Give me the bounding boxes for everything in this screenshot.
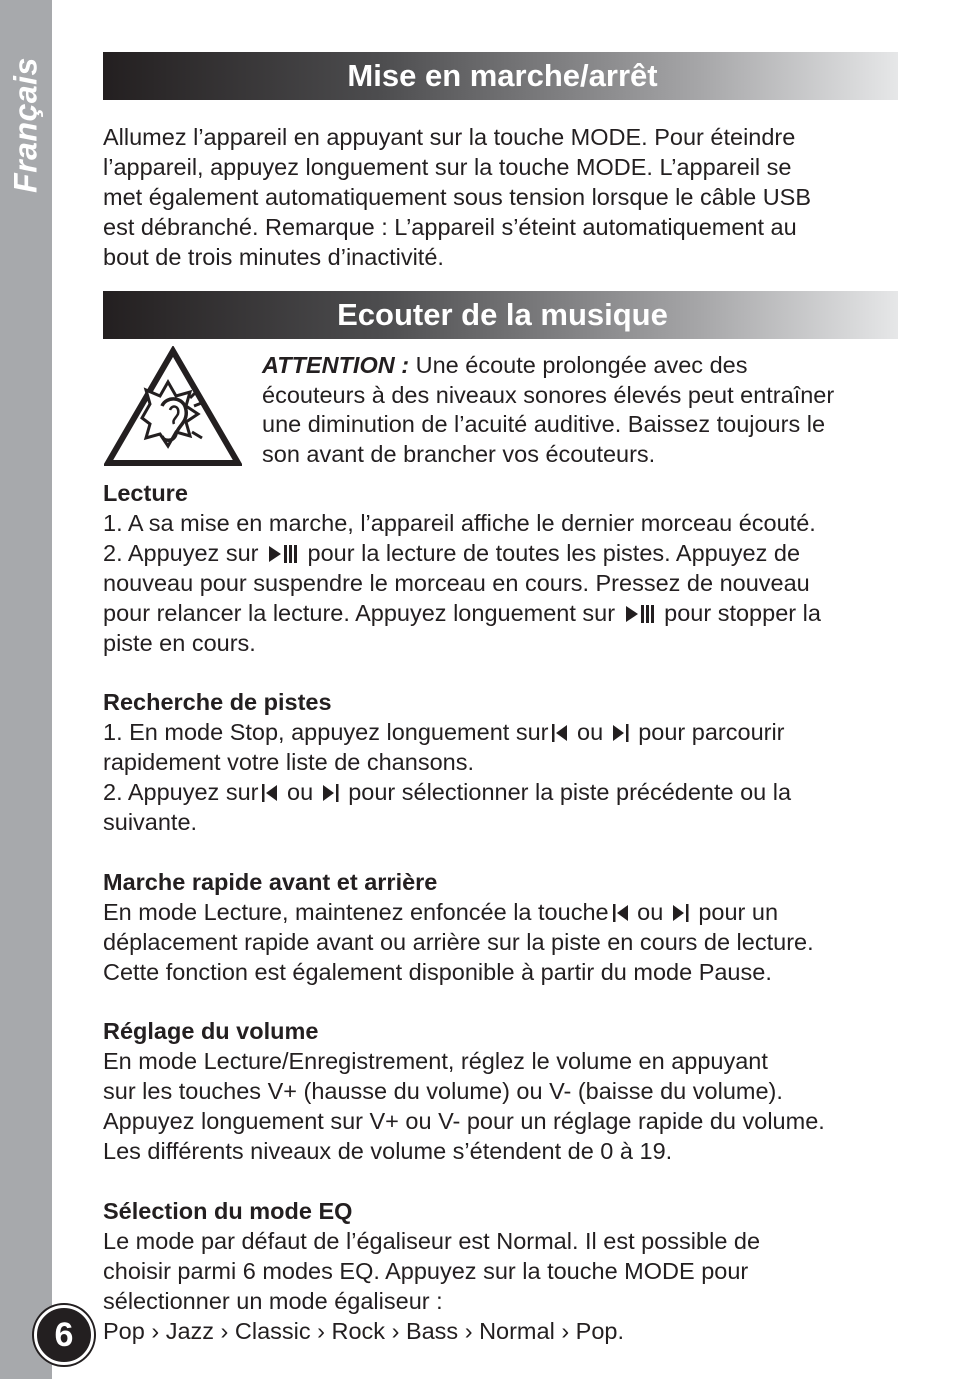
text-line: met également automatiquement sous tension lorsque le câble USB [103, 184, 812, 210]
text-line: bout de trois minutes d’inactivité. [103, 244, 444, 270]
text-line: sélectionner un mode égaliseur : [103, 1288, 443, 1314]
recherche-block [103, 687, 903, 837]
text-fragment: ou [630, 899, 670, 925]
text-fragment: ou [280, 779, 320, 805]
text-fragment: pour parcourir [631, 719, 785, 745]
text-line-with-icon [103, 777, 903, 807]
section-title-power [103, 52, 898, 100]
play-pause-icon [265, 543, 301, 565]
text-line: l’appareil, appuyez longuement sur la touche MODE. L’appareil se [103, 154, 792, 180]
text-fragment: 2. Appuyez sur [103, 779, 259, 805]
previous-track-icon [548, 722, 570, 744]
text-line: En mode Lecture/Enregistrement, réglez le volume en appuyant [103, 1048, 768, 1074]
text-line: écouteurs à des niveaux sonores élevés peut entraîner [262, 381, 835, 408]
warning-paragraph [262, 351, 902, 469]
text-line: Le mode par défaut de l’égaliseur est Normal. Il est possible de [103, 1228, 761, 1254]
language-label: Français [7, 57, 44, 193]
text-fragment: Une écoute prolongée avec des [409, 352, 748, 378]
section-title-power-text: Mise en marche/arrêt [347, 58, 658, 93]
text-line: Les différents niveaux de volume s’étendent de 0 à 19. [103, 1138, 673, 1164]
text-fragment: pour un [691, 899, 779, 925]
section-title-music [103, 291, 898, 339]
text-line: choisir parmi 6 modes EQ. Appuyez sur la touche MODE pour [103, 1258, 749, 1284]
text-fragment: 1. En mode Stop, appuyez longuement sur [103, 719, 549, 745]
previous-track-icon [258, 782, 280, 804]
text-line: nouveau pour suspendre le morceau en cours. Pressez de nouveau [103, 570, 810, 596]
text-line: Appuyez longuement sur V+ ou V- pour un réglage rapide du volume. [103, 1108, 825, 1134]
text-line-with-icon [103, 538, 903, 568]
text-line-with-icon [103, 897, 903, 927]
lecture-heading: Lecture [103, 480, 188, 506]
eq-block [103, 1196, 903, 1346]
text-line: piste en cours. [103, 630, 256, 656]
text-line: son avant de brancher vos écouteurs. [262, 440, 656, 467]
page-number: 6 [34, 1305, 94, 1365]
text-line-with-icon [103, 598, 903, 628]
text-fragment: pour sélectionner la piste précédente ou la [341, 779, 792, 805]
text-line: sur les touches V+ (hausse du volume) ou V- (baisse du volume). [103, 1078, 783, 1104]
marche-heading: Marche rapide avant et arrière [103, 869, 438, 895]
text-line: Allumez l’appareil en appuyant sur la touche MODE. Pour éteindre [103, 124, 796, 150]
text-fragment: pour la lecture de toutes les pistes. Appuyez de [301, 540, 801, 566]
eq-mode-sequence: Pop › Jazz › Classic › Rock › Bass › Normal › Pop. [103, 1318, 625, 1344]
warning-line-1 [262, 351, 902, 381]
language-sidebar [0, 0, 52, 1379]
lecture-block [103, 478, 903, 658]
eq-heading: Sélection du mode EQ [103, 1198, 353, 1224]
section-title-music-text: Ecouter de la musique [337, 297, 668, 332]
text-line: suivante. [103, 809, 198, 835]
text-fragment: pour stopper la [657, 600, 821, 626]
previous-track-icon [609, 902, 631, 924]
text-fragment: ou [570, 719, 610, 745]
text-line: 1. A sa mise en marche, l’appareil affiche le dernier morceau écouté. [103, 510, 816, 536]
volume-block [103, 1016, 903, 1166]
next-track-icon [320, 782, 342, 804]
recherche-heading: Recherche de pistes [103, 689, 332, 715]
text-line: déplacement rapide avant ou arrière sur la piste en cours de lecture. [103, 929, 814, 955]
text-fragment: pour relancer la lecture. Appuyez longuement sur [103, 600, 622, 626]
text-line: est débranché. Remarque : L’appareil s’éteint automatiquement au [103, 214, 797, 240]
next-track-icon [610, 722, 632, 744]
warning-label: ATTENTION : [262, 352, 410, 378]
text-fragment: 2. Appuyez sur [103, 540, 265, 566]
text-line-with-icon [103, 717, 903, 747]
text-line: Cette fonction est également disponible à partir du mode Pause. [103, 959, 772, 985]
text-line: une diminution de l’acuité auditive. Baissez toujours le [262, 411, 826, 437]
text-line: rapidement votre liste de chansons. [103, 749, 474, 775]
volume-heading: Réglage du volume [103, 1018, 319, 1044]
next-track-icon [670, 902, 692, 924]
play-pause-icon [622, 603, 658, 625]
power-paragraph [103, 122, 903, 272]
text-fragment: En mode Lecture, maintenez enfoncée la touche [103, 899, 609, 925]
warning-hearing-icon [104, 346, 242, 468]
marche-block [103, 867, 903, 987]
